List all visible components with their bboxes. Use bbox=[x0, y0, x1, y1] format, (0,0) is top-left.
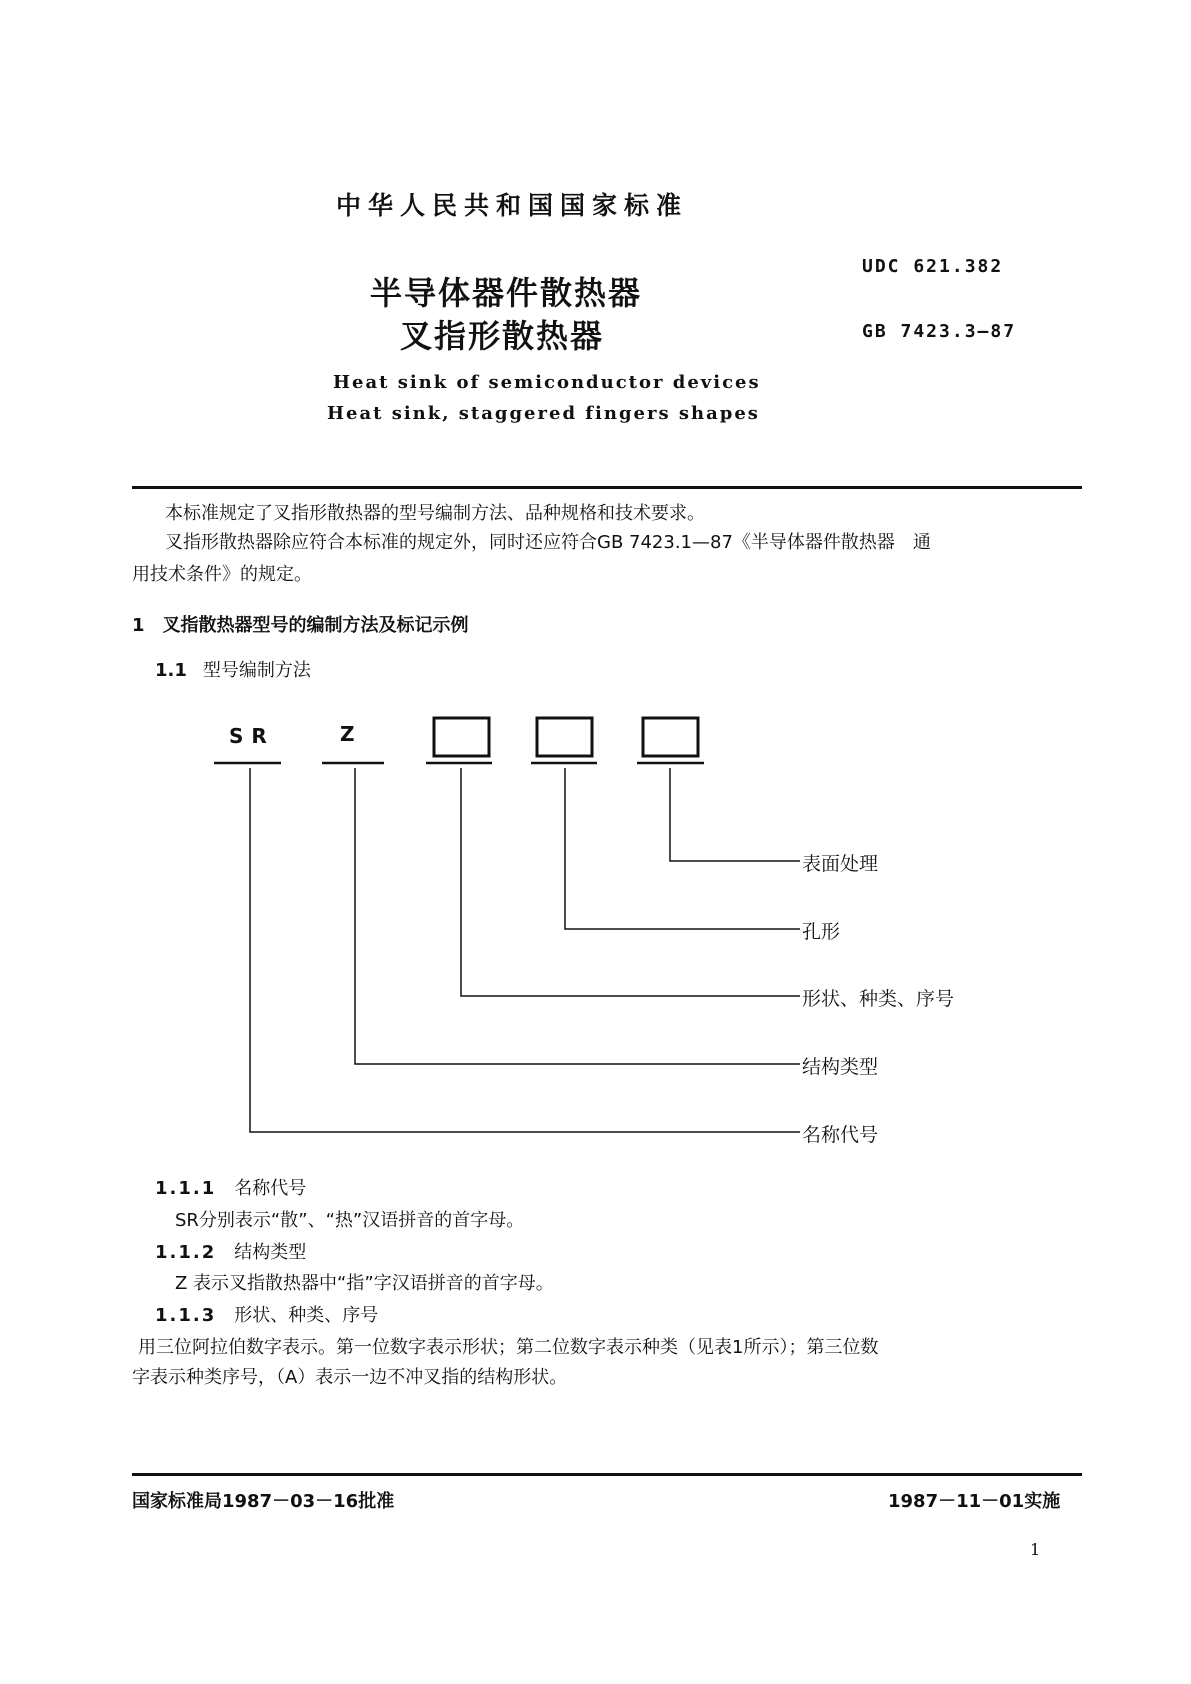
leader-shape-type-seq bbox=[461, 768, 800, 996]
placeholder-box-2 bbox=[537, 718, 592, 756]
udc-code: UDC 621.382 bbox=[862, 256, 1004, 277]
gb-standard-number: GB 7423.3—87 bbox=[862, 321, 1017, 342]
subsection-1-1-3-text-line1: 用三位阿拉伯数字表示。第一位数字表示形状；第二位数字表示种类（见表1所示）；第三位数 bbox=[138, 1337, 879, 1358]
page-number: 1 bbox=[1030, 1540, 1041, 1559]
section-title: 型号编制方法 bbox=[202, 660, 311, 681]
label-name-code: 名称代号 bbox=[802, 1124, 879, 1146]
footer-divider bbox=[132, 1473, 1082, 1476]
label-surface-treatment: 表面处理 bbox=[802, 853, 879, 875]
subsection-1-1-2-text: Z 表示叉指散热器中“指”字汉语拼音的首字母。 bbox=[175, 1273, 554, 1294]
subsection-number: 1.1.3 bbox=[155, 1305, 217, 1326]
placeholder-box-1 bbox=[434, 718, 489, 756]
label-hole-shape: 孔形 bbox=[802, 921, 841, 943]
leader-name-code bbox=[250, 768, 800, 1132]
document-title-line2: 叉指形散热器 bbox=[400, 317, 605, 355]
subsection-title: 形状、种类、序号 bbox=[234, 1305, 379, 1326]
leader-structure-type bbox=[355, 768, 800, 1064]
subsection-1-1-3-heading bbox=[155, 1301, 378, 1327]
subsection-1-1-2-heading bbox=[155, 1238, 306, 1264]
subsection-number: 1.1.1 bbox=[155, 1178, 217, 1199]
label-structure-type: 结构类型 bbox=[802, 1056, 879, 1078]
english-title-line2: Heat sink, staggered fingers shapes bbox=[327, 403, 760, 424]
subsection-1-1-3-text-line2: 字表示种类序号，（A）表示一边不冲叉指的结构形状。 bbox=[132, 1367, 568, 1388]
section-title: 叉指散热器型号的编制方法及标记示例 bbox=[162, 615, 469, 636]
english-title-line1: Heat sink of semiconductor devices bbox=[333, 372, 761, 393]
label-shape-type-sequence: 形状、种类、序号 bbox=[802, 988, 955, 1010]
code-z: Z bbox=[340, 722, 355, 746]
subsection-number: 1.1.2 bbox=[155, 1242, 217, 1263]
country-standard-heading: 中华人民共和国国家标准 bbox=[336, 191, 689, 220]
section-number: 1 bbox=[132, 615, 145, 636]
intro-paragraph-2-line2: 用技术条件》的规定。 bbox=[132, 564, 312, 585]
intro-paragraph-2-line1: 叉指形散热器除应符合本标准的规定外，同时还应符合GB 7423.1—87《半导体器件散热器 通 bbox=[165, 532, 931, 553]
approval-date: 国家标准局1987－03－16批准 bbox=[132, 1491, 395, 1512]
section-number: 1.1 bbox=[155, 660, 187, 681]
subsection-title: 结构类型 bbox=[234, 1242, 307, 1263]
subsection-1-1-1-heading bbox=[155, 1174, 306, 1200]
leader-surface-treatment bbox=[670, 768, 800, 861]
document-title-line1: 半导体器件散热器 bbox=[370, 274, 643, 312]
subsection-1-1-1-text: SR分别表示“散”、“热”汉语拼音的首字母。 bbox=[175, 1210, 525, 1231]
leader-hole-shape bbox=[565, 768, 800, 929]
intro-paragraph-1: 本标准规定了叉指形散热器的型号编制方法、品种规格和技术要求。 bbox=[165, 503, 705, 524]
subsection-title: 名称代号 bbox=[234, 1178, 307, 1199]
placeholder-box-3 bbox=[643, 718, 698, 756]
implementation-date: 1987－11－01实施 bbox=[888, 1491, 1061, 1512]
code-sr: SR bbox=[229, 724, 275, 748]
